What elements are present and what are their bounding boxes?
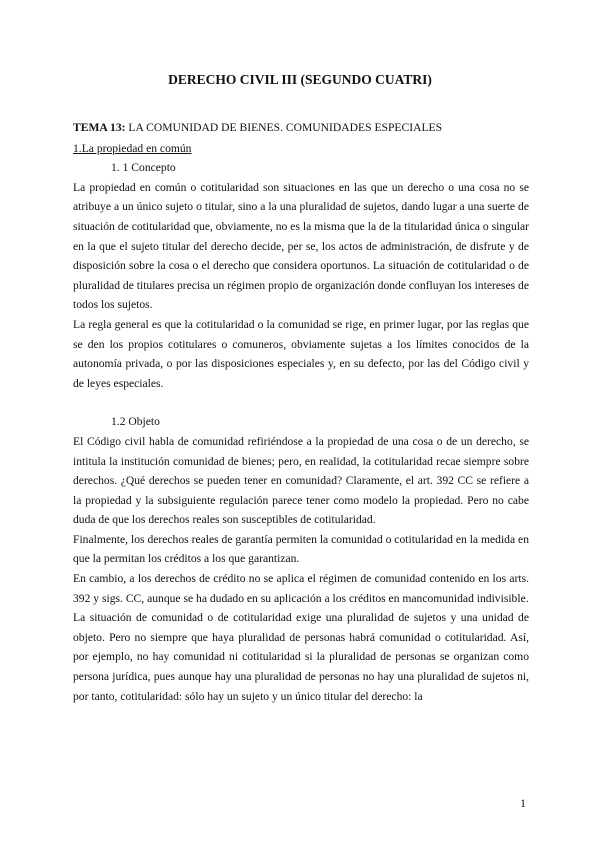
section-heading: 1.La propiedad en común (73, 141, 192, 155)
paragraph: En cambio, a los derechos de crédito no se aplica el régimen de comunidad contenido en los arts. 392 y sigs. CC, aunque se ha dudado en su aplicación a los créditos en mancomunidad indivisible. (73, 572, 529, 605)
topic-label: TEMA 13: (73, 121, 126, 134)
paragraph: La propiedad en común o cotitularidad son situaciones en las que un derecho o una cosa no se atribuye a un único sujeto o titular, sino a la una pluralidad de sujetos, dando lugar a una suerte de situación de cotitularidad que, obviamente, no es la misma que la de la titularidad única o singular en la que el sujeto titular del derecho decide, per se, los actos de administración, de disfrute y de disposición sobre la cosa o el derecho que considera oportunos. La situación de cotitularidad o de pluralidad de titulares precisa un régimen propio de organización donde confluyan los intereses de todos los sujetos. (73, 180, 529, 312)
document-body (73, 118, 529, 706)
page-number: 1 (520, 796, 526, 810)
topic-heading (73, 118, 529, 138)
topic-text: LA COMUNIDAD DE BIENES. COMUNIDADES ESPECIALES (125, 121, 443, 134)
subheading-objeto: 1.2 Objeto (111, 415, 160, 429)
document-title: DERECHO CIVIL III (SEGUNDO CUATRI) (168, 72, 432, 87)
subheading-concepto: 1. 1 Concepto (111, 161, 176, 175)
paragraph: Finalmente, los derechos reales de garantía permiten la comunidad o cotitularidad en la medida en que la permitan los créditos a los que garantizan. (73, 532, 529, 566)
paragraph: La situación de comunidad o de cotitularidad exige una pluralidad de sujetos y una unidad de objeto. Pero no siempre que haya pluralidad de personas habrá comunidad o cotitularidad. Así, por ejemplo, no hay comunidad ni cotitularidad si la pluralidad de personas se organizan como persona jurídica, pues aunque hay una pluralidad de personas no hay una pluralidad de sujetos ni, por tanto, cotitularidad: sólo hay un sujeto y un único titular del derecho: la (73, 611, 529, 703)
paragraph: El Código civil habla de comunidad refiriéndose a la propiedad de una cosa o de un derecho, se intitula la institución comunidad de bienes; pero, en realidad, la cotitularidad recae siempre sobre derechos. ¿Qué derechos se pueden tener en comunidad? Claramente, el art. 392 CC se refiere a la propiedad y la subsiguiente regulación parece tener como modelo la propiedad. Pero no cabe duda de que los derechos reales son susceptibles de cotitularidad. (73, 434, 529, 527)
paragraph: La regla general es que la cotitularidad o la comunidad se rige, en primer lugar, por las reglas que se den los propios cotitulares o comuneros, obviamente sujetas a los límites conocidos de la autonomía privada, o por las disposiciones especiales y, en su defecto, por las del Código civil y de leyes especiales. (73, 317, 529, 390)
blank-line (73, 393, 529, 412)
